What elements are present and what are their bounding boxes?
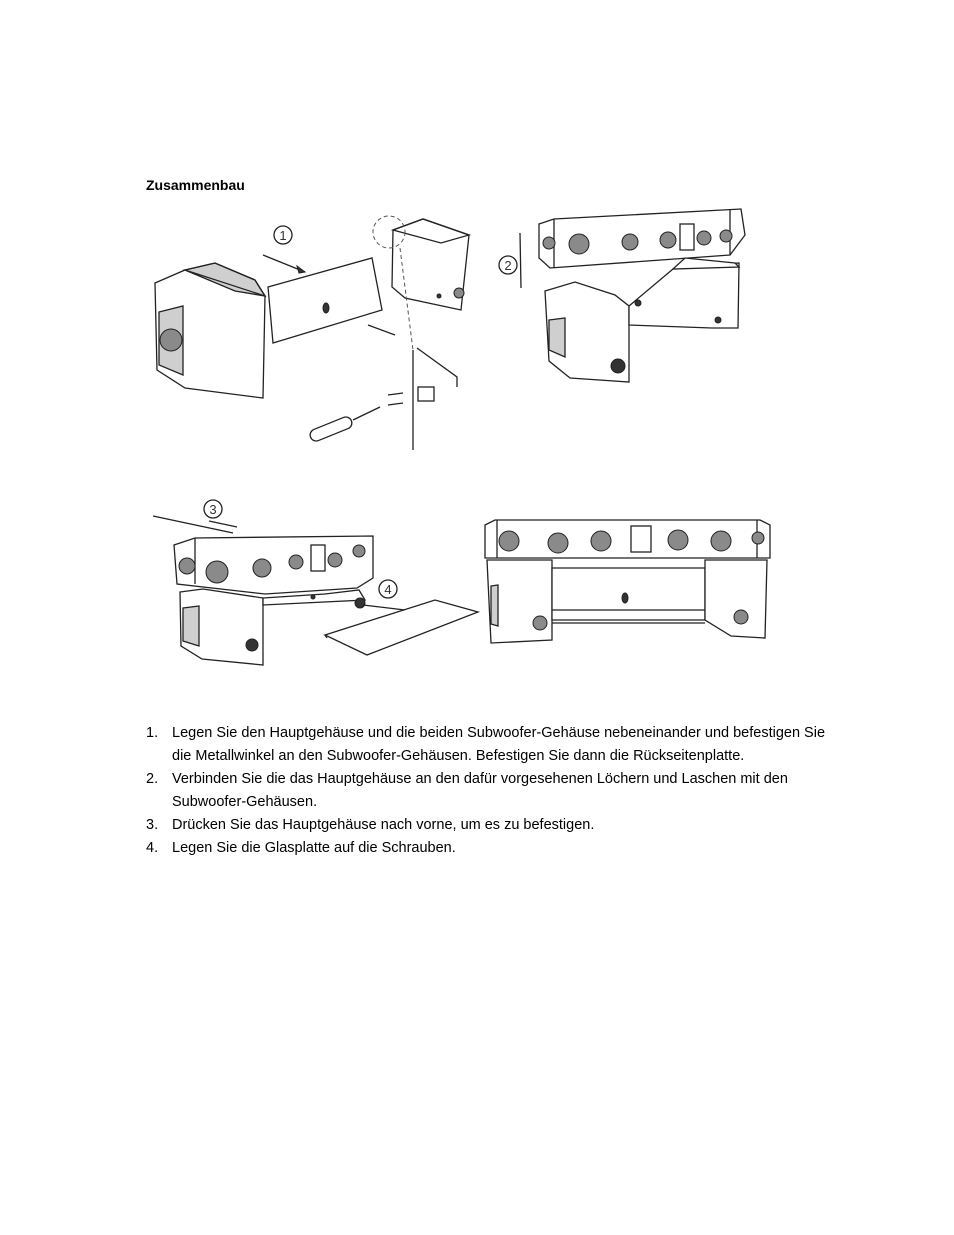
- step-2-panel: [499, 209, 745, 382]
- list-item: [146, 768, 846, 814]
- step-1-panel: [155, 216, 469, 450]
- step-3-panel: [153, 500, 478, 665]
- assembled-panel: [485, 520, 770, 643]
- assembly-steps: [146, 722, 846, 860]
- assembly-illustration: [145, 200, 775, 675]
- step-label-3: 3: [209, 502, 217, 517]
- step-text: Drücken Sie das Hauptgehäuse nach vorne, um es zu befestigen.: [172, 817, 595, 833]
- section-title: Zusammenbau: [146, 177, 245, 193]
- step-number: 4.: [146, 840, 159, 856]
- step-text: Legen Sie den Hauptgehäuse und die beiden Subwoofer-Gehäuse nebeneinander und befestigen Sie die Metallwinkel an den Subwoofer-Gehäusen. Befestigen Sie dann die Rückseitenplatte.: [172, 725, 826, 764]
- list-item: [146, 722, 846, 768]
- step-number: 1.: [146, 725, 159, 741]
- step-number: 2.: [146, 771, 159, 787]
- step-label-4: 4: [384, 582, 392, 597]
- step-text: Legen Sie die Glasplatte auf die Schrauben.: [172, 840, 456, 856]
- step-label-2: 2: [504, 258, 512, 273]
- step-label-1: 1: [279, 228, 287, 243]
- step-text: Verbinden Sie die das Hauptgehäuse an den dafür vorgesehenen Löchern und Laschen mit den Subwoofer-Gehäusen.: [172, 771, 788, 810]
- step-number: 3.: [146, 817, 159, 833]
- list-item: [146, 814, 846, 837]
- list-item: [146, 837, 846, 860]
